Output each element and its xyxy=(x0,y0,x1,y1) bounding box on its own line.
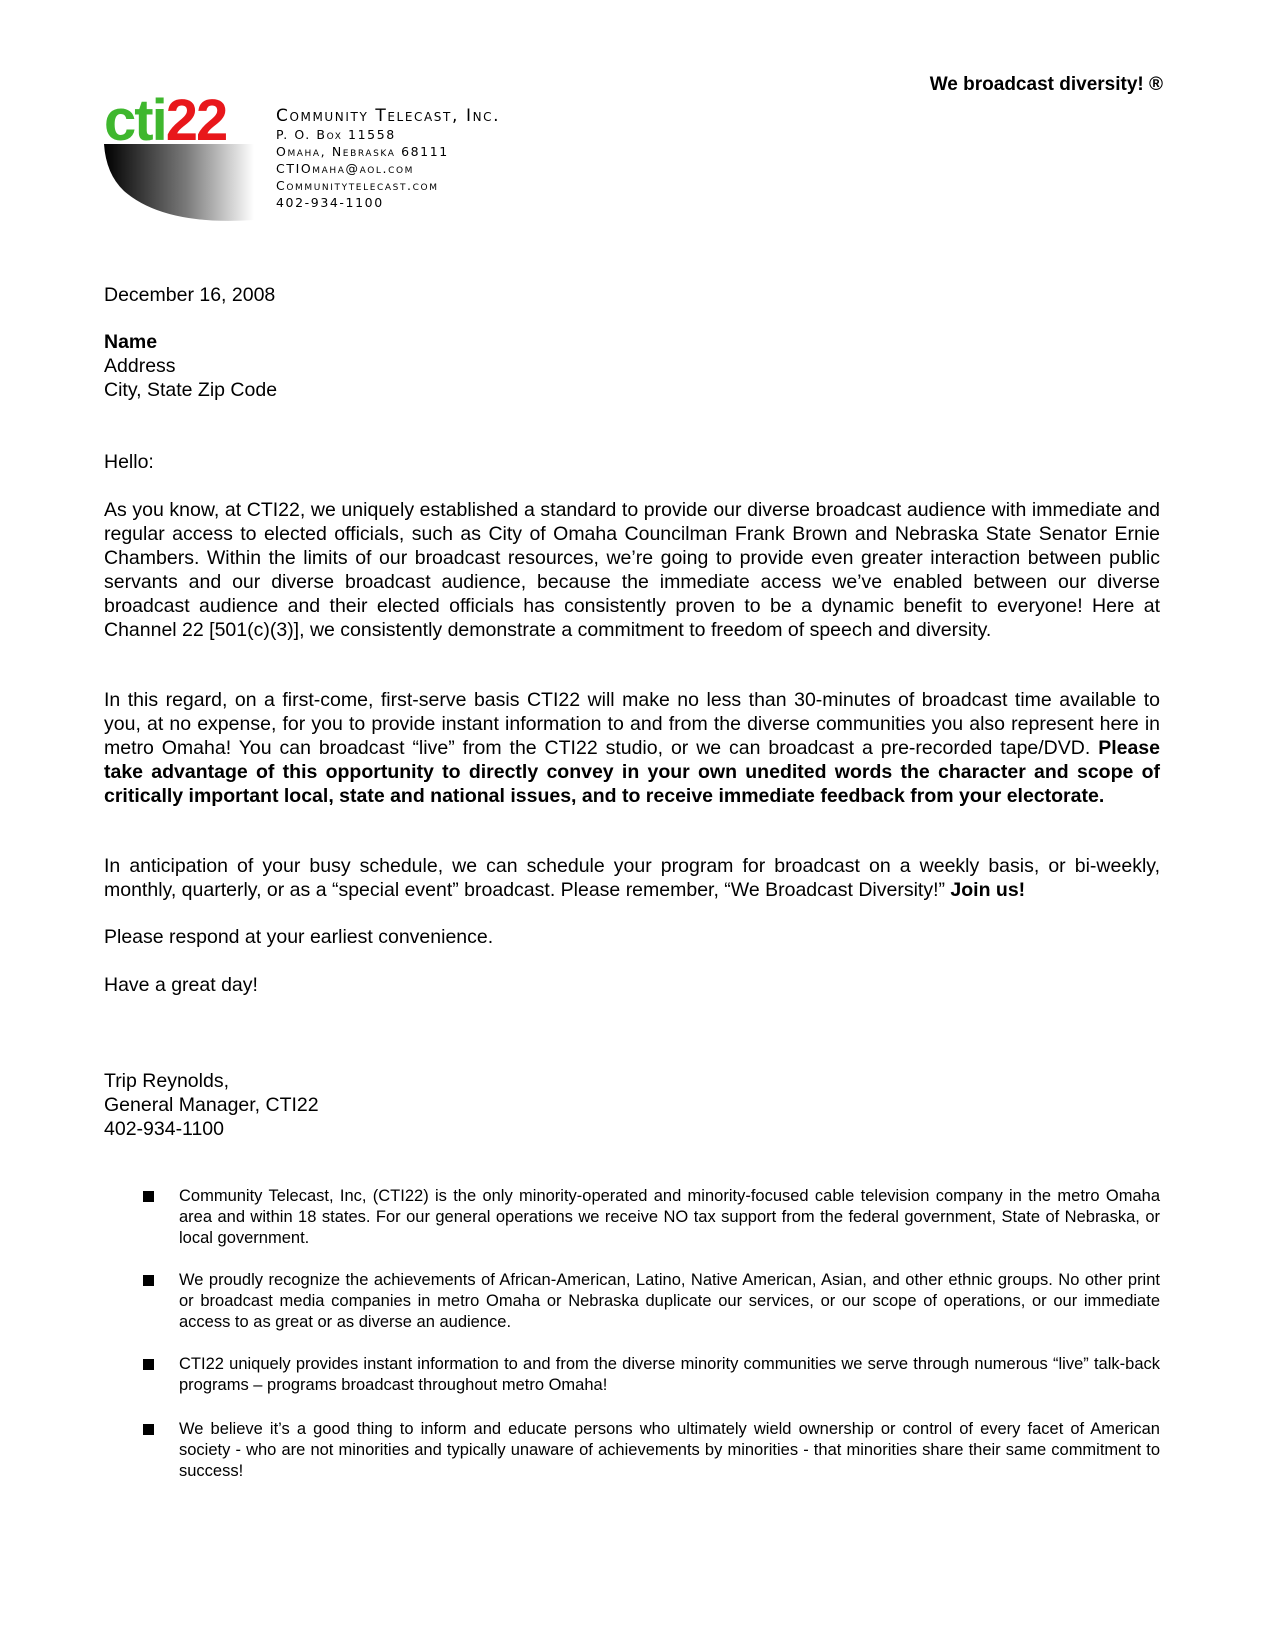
bullet-item xyxy=(142,1419,1160,1482)
paragraph-2 xyxy=(104,688,1160,808)
logo-wordmark xyxy=(104,88,254,153)
paragraph-2-bold-text: Please take advantage of this opportunity to directly convey in your own unedited words the character and scope of critically important local, state and national issues, and to receive immediate feedback from your electorate. xyxy=(104,737,1160,807)
cti22-logo xyxy=(104,88,254,230)
address-line-website: Communitytelecast.com xyxy=(276,178,439,193)
bullet-text: We proudly recognize the achievements of African-American, Latino, Native American, Asian, and other ethnic groups. No other print or broadcast media companies in metro Omaha or Nebraska duplicate our services, or our scope of operations, or our immediate access to as great or as diverse an audience. xyxy=(179,1271,1160,1331)
logo-cti-text: cti xyxy=(104,88,166,153)
paragraph-3 xyxy=(104,854,1160,902)
signer-phone: 402-934-1100 xyxy=(104,1118,224,1140)
recipient-name: Name xyxy=(104,331,158,353)
bullet-text: Community Telecast, Inc, (CTI22) is the only minority-operated and minority-focused cable television company in the metro Omaha area and within 18 states. For our general operations we receive NO tax support from the federal government, State of Nebraska, or local government. xyxy=(179,1187,1160,1247)
address-line-city: Omaha, Nebraska 68111 xyxy=(276,144,449,159)
greeting: Hello: xyxy=(104,451,154,473)
square-bullet-icon xyxy=(143,1275,154,1286)
signature-block xyxy=(104,1069,1160,1141)
closing-line: Have a great day! xyxy=(104,974,258,996)
signer-title: General Manager, CTI22 xyxy=(104,1094,319,1116)
address-line-po-box: P. O. Box 11558 xyxy=(276,127,396,142)
paragraph-1: As you know, at CTI22, we uniquely established a standard to provide our diverse broadcast audience with immediate and regular access to elected officials, such as City of Omaha Councilman Frank Brown and Nebraska State Senator Ernie Chambers. Within the limits of our broadcast resources, we’re going to provide even greater interaction between public servants and our diverse broadcast audience, because the immediate access we’ve enabled between our diverse broadcast audience and their elected officials has consistently proven to be a dynamic benefit to everyone! Here at Channel 22 [501(c)(3)], we consistently demonstrate a commitment to freedom of speech and diversity. xyxy=(104,499,1160,641)
square-bullet-icon xyxy=(143,1359,154,1370)
join-us-text: Join us! xyxy=(950,879,1026,901)
letter-date: December 16, 2008 xyxy=(104,284,276,306)
bullet-text: We believe it’s a good thing to inform and educate persons who ultimately wield ownership or control of every facet of American society - who are not minorities and typically unaware of achievements by minorities - that minorities share their same commitment to success! xyxy=(179,1420,1160,1480)
address-line-phone: 402-934-1100 xyxy=(276,195,384,210)
company-name: Community Telecast, Inc. xyxy=(276,106,501,126)
address-line-email: CTIOmaha@aol.com xyxy=(276,161,415,176)
bullet-item xyxy=(142,1186,1160,1249)
tagline: We broadcast diversity! ® xyxy=(929,74,1163,95)
square-bullet-icon xyxy=(143,1191,154,1202)
paragraph-3-text: In anticipation of your busy schedule, we can schedule your program for broadcast on a weekly basis, or bi-weekly, monthly, quarterly, or as a “special event” broadcast. Please remember, “We Broadcast Diversity!” xyxy=(104,855,1160,901)
bullet-list xyxy=(142,1186,1160,1503)
bullet-item xyxy=(142,1270,1160,1333)
paragraph-4: Please respond at your earliest convenience. xyxy=(104,926,494,948)
recipient-address: Address xyxy=(104,355,176,377)
signer-name: Trip Reynolds, xyxy=(104,1070,229,1092)
square-bullet-icon xyxy=(143,1424,154,1435)
logo-22-text: 22 xyxy=(165,88,227,153)
paragraph-2-text: In this regard, on a first-come, first-serve basis CTI22 will make no less than 30-minutes of broadcast time available to you, at no expense, for you to provide instant information to and from the diverse communities you also represent here in metro Omaha! You can broadcast “live” from the CTI22 studio, or we can broadcast a pre-recorded tape/DVD. xyxy=(104,689,1160,759)
bullet-item xyxy=(142,1354,1160,1396)
bullet-text: CTI22 uniquely provides instant information to and from the diverse minority communities we serve through numerous “live” talk-back programs – programs broadcast throughout metro Omaha! xyxy=(179,1355,1160,1394)
recipient-city: City, State Zip Code xyxy=(104,379,278,401)
company-address-block xyxy=(276,106,500,211)
recipient-block xyxy=(104,330,1160,402)
